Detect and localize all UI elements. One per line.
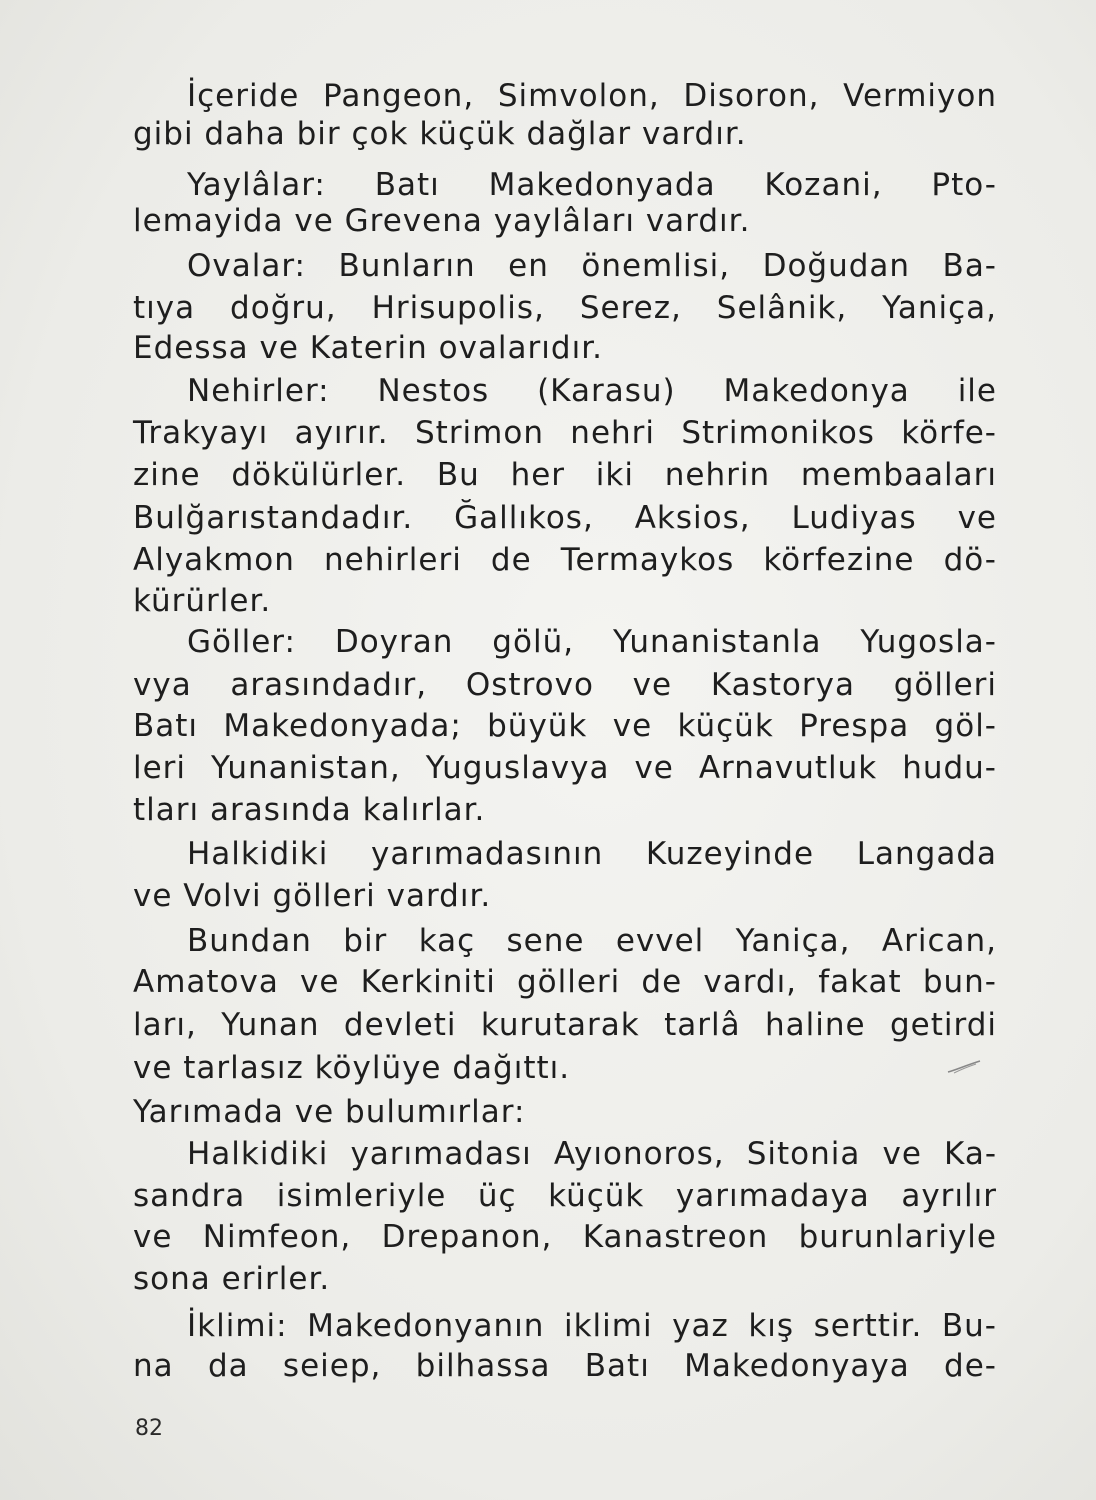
page-number: 82	[135, 1416, 163, 1441]
text-line: Nehirler: Nestos (Karasu) Makedonya ile	[187, 373, 997, 409]
text-line: İçeride Pangeon, Simvolon, Disoron, Vermiyon	[187, 78, 997, 114]
text-line: zine dökülürler. Bu her iki nehrin membaaları	[133, 457, 997, 493]
text-line: ve tarlasız köylüye dağıttı.	[133, 1050, 571, 1086]
text-line: İklimi: Makedonyanın iklimi yaz kış serttir. Bu-	[187, 1308, 997, 1344]
text-line: Halkidiki yarımadasının Kuzeyinde Langada	[187, 836, 997, 872]
text-line: Trakyayı ayırır. Strimon nehri Strimonikos körfe-	[133, 415, 997, 451]
text-line: leri Yunanistan, Yuguslavya ve Arnavutluk hudu-	[133, 750, 997, 786]
text-line: Ovalar: Bunların en önemlisi, Doğudan Ba-	[187, 248, 997, 284]
text-line: Edessa ve Katerin ovalarıdır.	[133, 330, 603, 366]
text-line: sandra isimleriyle üç küçük yarımadaya ayrılır	[133, 1178, 997, 1214]
text-line: Bundan bir kaç sene evvel Yaniça, Arican,	[187, 923, 997, 959]
text-line: Alyakmon nehirleri de Termaykos körfezine dö-	[133, 542, 997, 578]
text-line: Bulğarıstandadır. Ğallıkos, Aksios, Ludiyas ve	[133, 500, 997, 536]
text-line: tıya doğru, Hrisupolis, Serez, Selânik, Yaniça,	[133, 290, 997, 326]
text-line: ve Nimfeon, Drepanon, Kanastreon burunlariyle	[133, 1219, 997, 1255]
text-line: na da seiep, bilhassa Batı Makedonyaya de-	[133, 1348, 997, 1384]
text-line: ve Volvi gölleri vardır.	[133, 878, 492, 914]
text-line: kürürler.	[133, 583, 272, 619]
section-heading: Yarımada ve bulumırlar:	[133, 1094, 526, 1130]
text-line: sona erirler.	[133, 1261, 331, 1297]
text-line: Göller: Doyran gölü, Yunanistanla Yugosla-	[187, 624, 997, 660]
text-line: Amatova ve Kerkiniti gölleri de vardı, fakat bun-	[133, 964, 997, 1000]
text-line: Batı Makedonyada; büyük ve küçük Prespa göl-	[133, 708, 997, 744]
ink-smudge-icon	[946, 1058, 982, 1076]
text-line: vya arasındadır, Ostrovo ve Kastorya gölleri	[133, 667, 997, 703]
text-line: gibi daha bir çok küçük dağlar vardır.	[133, 116, 747, 152]
text-line: ları, Yunan devleti kurutarak tarlâ haline getirdi	[133, 1007, 997, 1043]
text-line: Yaylâlar: Batı Makedonyada Kozani, Pto-	[187, 167, 997, 203]
text-line: lemayida ve Grevena yaylâları vardır.	[133, 203, 751, 239]
text-line: tları arasında kalırlar.	[133, 792, 486, 828]
text-line: Halkidiki yarımadası Ayıonoros, Sitonia ve Ka-	[187, 1136, 997, 1172]
